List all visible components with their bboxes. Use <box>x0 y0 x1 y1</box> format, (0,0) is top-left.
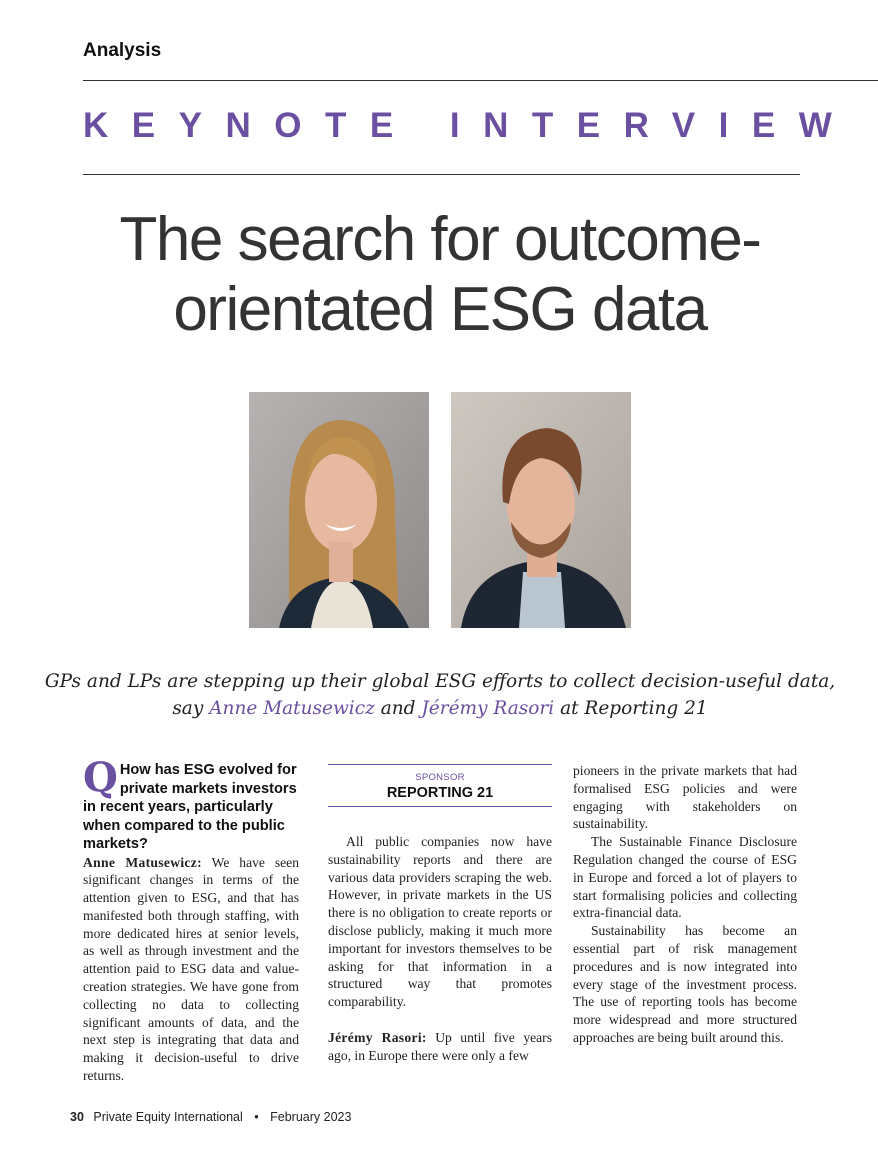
page-footer <box>70 1110 351 1124</box>
footer-bullet: • <box>254 1110 259 1124</box>
top-divider <box>83 80 878 81</box>
answer-paragraph <box>328 1029 552 1065</box>
photo-anne-matusewicz <box>249 392 429 628</box>
kicker-heading: KEYNOTE INTERVIEW <box>83 106 856 145</box>
standfirst-line-2 <box>40 695 840 722</box>
standfirst-line-1: GPs and LPs are stepping up their global ESG efforts to collect decision-useful data, <box>44 671 836 692</box>
photo-jeremy-rasori <box>451 392 631 628</box>
issue-date: February 2023 <box>270 1110 352 1124</box>
article-title <box>60 205 820 345</box>
title-line-1: The search for outcome- <box>119 205 761 274</box>
page-number: 30 <box>70 1110 84 1124</box>
section-label: Analysis <box>83 40 162 61</box>
body-paragraph: The Sustainable Finance Disclosure Regulation changed the course of ESG in Europe and forced a lot of players to start formalising policies and collecting extra-financial data. <box>573 834 797 921</box>
sponsor-name: REPORTING 21 <box>386 785 494 801</box>
standfirst-text: and <box>374 698 422 719</box>
question-initial: Q <box>83 754 118 801</box>
body-paragraph: All public companies now have sustainability reports and there are various data providers scraping the web. However, in private markets in the US there is no obligation to create reports or disclose publicly, making it much more important for investors themselves to be asking for that information in a structured way that promotes comparability. <box>328 834 552 1010</box>
question <box>83 754 299 854</box>
answer-text: Up until five years ago, in Europe there were only a few <box>328 1029 552 1063</box>
answer-paragraph <box>83 854 299 1085</box>
interviewee-name-1: Anne Matusewicz <box>209 698 375 719</box>
body-paragraph: pioneers in the private markets that had formalised ESG policies and were engaging with stakeholders on sustainability. <box>573 763 797 832</box>
standfirst <box>40 668 840 722</box>
article-column-3 <box>573 762 797 1047</box>
speaker-name: Jérémy Rasori: <box>328 1029 427 1045</box>
speaker-name: Anne Matusewicz: <box>83 854 202 870</box>
sponsor-label: SPONSOR <box>415 772 465 783</box>
interviewee-name-2: Jérémy Rasori <box>421 698 555 719</box>
body-paragraph: Sustainability has become an essential part of risk management procedures and is now integrated into every stage of the investment process. The use of reporting tools has become more widespread and more structured approaches are being built around this. <box>573 923 797 1045</box>
question-text: How has ESG evolved for private markets investors in recent years, particularly when compared to the public markets? <box>83 762 297 852</box>
publication-name: Private Equity International <box>93 1110 243 1124</box>
article-column-2 <box>328 833 552 1064</box>
standfirst-text: at Reporting 21 <box>554 698 708 719</box>
article-column-1 <box>83 754 299 1085</box>
answer-text: We have seen significant changes in terms of the attention given to ESG, and that has manifested both through staffing, with more dedicated hires at senior levels, as well as through investment and the attention paid to ESG data and value-creation strategies. We have gone from collecting no data to collecting significant amounts of data, and the next step is integrating that data and making it decision-useful to drive returns. <box>83 854 299 1084</box>
kicker-divider <box>83 174 800 175</box>
title-line-2: orientated ESG data <box>173 275 707 344</box>
sponsor-box <box>328 764 552 807</box>
standfirst-text: say <box>172 698 210 719</box>
